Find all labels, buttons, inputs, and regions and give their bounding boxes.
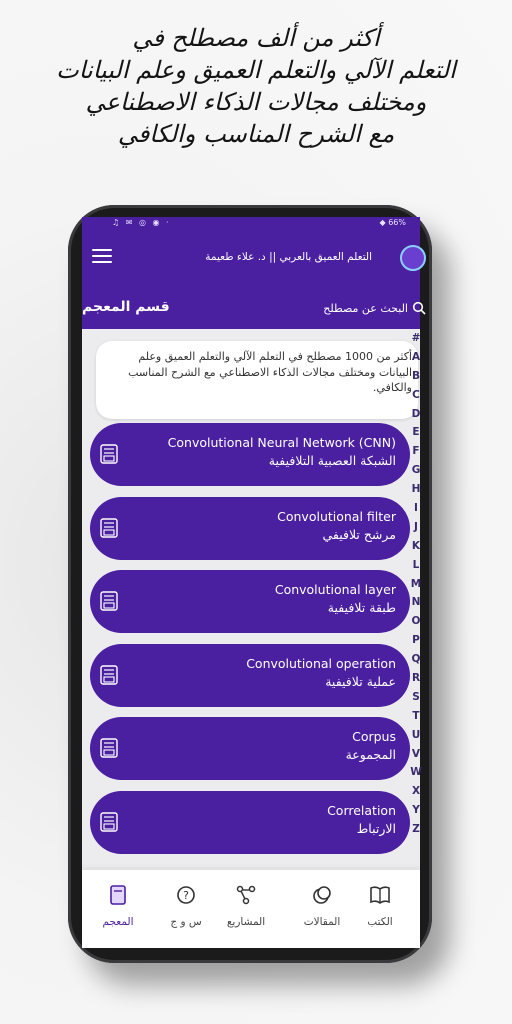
term-arabic: مرشح تلافيفي — [322, 526, 396, 542]
alphabet-letter[interactable]: C — [412, 388, 420, 401]
nav-label: الكتب — [367, 916, 393, 928]
alphabet-letter[interactable]: D — [411, 407, 421, 420]
alphabet-letter[interactable]: I — [414, 502, 418, 515]
dictionary-icon — [100, 444, 118, 464]
term-card[interactable] — [90, 717, 410, 780]
alphabet-letter[interactable]: G — [411, 464, 421, 477]
term-arabic: المجموعة — [345, 747, 396, 762]
dictionary-icon — [100, 518, 118, 538]
alphabet-letter[interactable]: V — [411, 747, 421, 760]
app-bar — [82, 231, 420, 287]
nav-label: المعجم — [102, 916, 134, 928]
alphabet-letter[interactable]: P — [412, 634, 420, 647]
alphabet-letter[interactable]: U — [411, 728, 421, 741]
term-english: Convolutional layer — [274, 582, 396, 597]
dictionary-icon — [100, 738, 118, 758]
bottom-nav — [82, 869, 420, 948]
term-english: Convolutional Neural Network (CNN) — [167, 435, 396, 450]
alphabet-letter[interactable]: N — [411, 596, 421, 609]
nav-item[interactable] — [214, 878, 278, 932]
term-card[interactable] — [90, 791, 410, 854]
term-arabic: الشبكة العصبية التلافيفية — [268, 453, 396, 468]
alphabet-letter[interactable]: K — [411, 539, 421, 552]
term-arabic: طبقة تلافيفية — [327, 600, 396, 615]
term-arabic: عملية تلافيفية — [325, 673, 396, 689]
nav-item[interactable] — [154, 878, 218, 932]
alphabet-letter[interactable]: S — [412, 690, 420, 703]
nav-label: المقالات — [303, 916, 341, 928]
nav-item[interactable] — [290, 878, 354, 932]
dictionary-icon — [100, 812, 118, 832]
alphabet-letter[interactable]: Y — [412, 804, 420, 817]
term-arabic: الارتباط — [356, 820, 396, 836]
alphabet-letter[interactable]: H — [411, 483, 421, 496]
dictionary-content — [82, 329, 420, 869]
alphabet-letter[interactable]: A — [411, 350, 421, 363]
book-icon — [369, 884, 391, 906]
promo-line: ومختلف مجالات الذكاء الاصطناعي — [85, 88, 427, 116]
dictionary-icon — [100, 591, 118, 611]
promo-text — [20, 22, 492, 150]
alphabet-letter[interactable]: J — [414, 520, 418, 533]
app-logo-icon — [400, 245, 426, 271]
search-input[interactable] — [276, 297, 426, 319]
term-english: Corpus — [352, 729, 396, 744]
svg-text:?: ? — [183, 889, 189, 902]
alphabet-letter[interactable]: O — [411, 615, 421, 628]
info-text: أكثر من 1000 مصطلح في التعلم الآلي والتعلم العميق وعلم البيانات ومختلف مجالات الذكاء الاصطناعي مع الشرح المناسب والكافي. — [128, 350, 412, 394]
term-english: Convolutional operation — [246, 655, 396, 671]
alphabet-letter[interactable]: Z — [412, 823, 420, 836]
info-card — [96, 341, 421, 419]
alphabet-letter[interactable]: E — [412, 426, 420, 439]
app-title: التعلم العميق بالعربي || د. علاء طعيمة — [205, 251, 372, 263]
status-notifications: ♫ ✉ ◎ ◉ · — [112, 218, 171, 227]
promo-line: التعلم الآلي والتعلم العميق وعلم البيانات — [56, 56, 456, 84]
nav-label: المشاريع — [226, 916, 266, 928]
alphabet-letter[interactable]: W — [410, 766, 422, 779]
articles-icon — [311, 884, 333, 906]
nav-label: س و ج — [170, 916, 202, 928]
promo-line: أكثر من ألف مصطلح في — [132, 24, 380, 52]
nav-item[interactable] — [348, 878, 412, 932]
alphabet-letter[interactable]: F — [412, 445, 420, 458]
dictionary-icon — [100, 665, 118, 685]
term-card[interactable] — [90, 423, 410, 486]
alphabet-letter[interactable]: B — [411, 369, 420, 382]
term-list — [90, 423, 410, 864]
hamburger-icon[interactable] — [92, 249, 112, 265]
term-english: Correlation — [327, 802, 396, 818]
alphabet-letter[interactable]: # — [411, 332, 421, 344]
alphabet-letter[interactable]: L — [412, 558, 420, 571]
section-title: قسم المعجم — [82, 299, 170, 315]
alphabet-index — [410, 329, 422, 869]
alphabet-letter[interactable]: Q — [411, 653, 421, 666]
term-english: Convolutional filter — [277, 508, 396, 524]
term-card[interactable] — [90, 570, 410, 633]
search-icon — [412, 301, 426, 315]
alphabet-letter[interactable]: R — [411, 672, 421, 685]
status-battery: ◆ 66% — [379, 218, 406, 227]
question-icon — [175, 884, 197, 906]
phone-screen — [82, 217, 420, 947]
dictionary-icon — [107, 884, 129, 906]
alphabet-letter[interactable]: T — [412, 709, 420, 722]
alphabet-letter[interactable]: X — [411, 785, 421, 798]
projects-icon — [235, 884, 257, 906]
section-bar — [82, 287, 420, 329]
term-card[interactable] — [90, 497, 410, 560]
alphabet-letter[interactable]: M — [410, 577, 422, 590]
search-placeholder: البحث عن مصطلح — [323, 301, 408, 315]
term-card[interactable] — [90, 644, 410, 707]
status-bar — [82, 217, 420, 231]
nav-item[interactable] — [86, 878, 150, 932]
promo-line: مع الشرح المناسب والكافي — [117, 120, 395, 148]
